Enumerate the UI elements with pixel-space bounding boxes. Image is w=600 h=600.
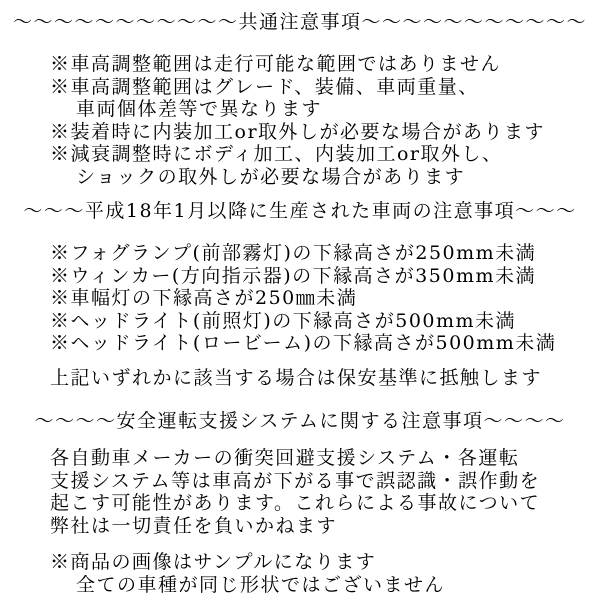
notice-line: 全ての車種が同じ形状ではございません [76, 573, 446, 596]
notice-line: 支援システム等は車高が下がる事で誤認識・誤作動を [50, 469, 541, 492]
section-heading-post-heisei18-vehicles: ～～～平成18年1月以降に生産された車両の注意事項～～～ [23, 200, 577, 222]
notice-line: ※ヘッドライト(ロービーム)の下縁高さが500mm未満 [50, 332, 557, 354]
notice-line: 弊社は一切責任を負いかねます [50, 514, 338, 537]
notice-line: ※車高調整範囲はグレード、装備、車両重量、 [50, 75, 479, 98]
notice-line: ※ウィンカー(方向指示器)の下縁高さが350mm未満 [50, 264, 536, 287]
notice-line: ※車幅灯の下縁高さが250㎜未満 [50, 287, 358, 309]
notice-line: ※フォグランプ(前部霧灯)の下縁高さが250mm未満 [50, 242, 537, 264]
notice-line: ※ヘッドライト(前照灯)の下縁高さが500mm未満 [50, 309, 517, 332]
notice-line-conclusion: 上記いずれかに該当する場合は保安基準に抵触します [50, 366, 543, 389]
notice-line: 各自動車メーカーの衝突回避支援システム・各運転 [50, 447, 520, 469]
notice-line: ※減衰調整時にボディ加工、内装加工or取外し、 [50, 143, 503, 165]
notice-line: ※商品の画像はサンプルになります [50, 551, 377, 573]
section-heading-common-notes: ～～～～～～～～～～～共通注意事項～～～～～～～～～～～ [12, 11, 587, 33]
section-heading-safety-driving-support: ～～～～安全運転支援システムに関する注意事項～～～～ [34, 410, 566, 432]
notice-line: ※車高調整範囲は走行可能な範囲ではありません [50, 53, 502, 75]
notice-line: ショックの取外しが必要な場合があります [76, 165, 466, 188]
notice-line: ※装着時に内装加工or取外しが必要な場合があります [50, 120, 546, 143]
notice-line: 起こす可能性があります。これらによる事故について [50, 492, 541, 514]
notice-line: 車両個体差等で異なります [76, 98, 323, 120]
